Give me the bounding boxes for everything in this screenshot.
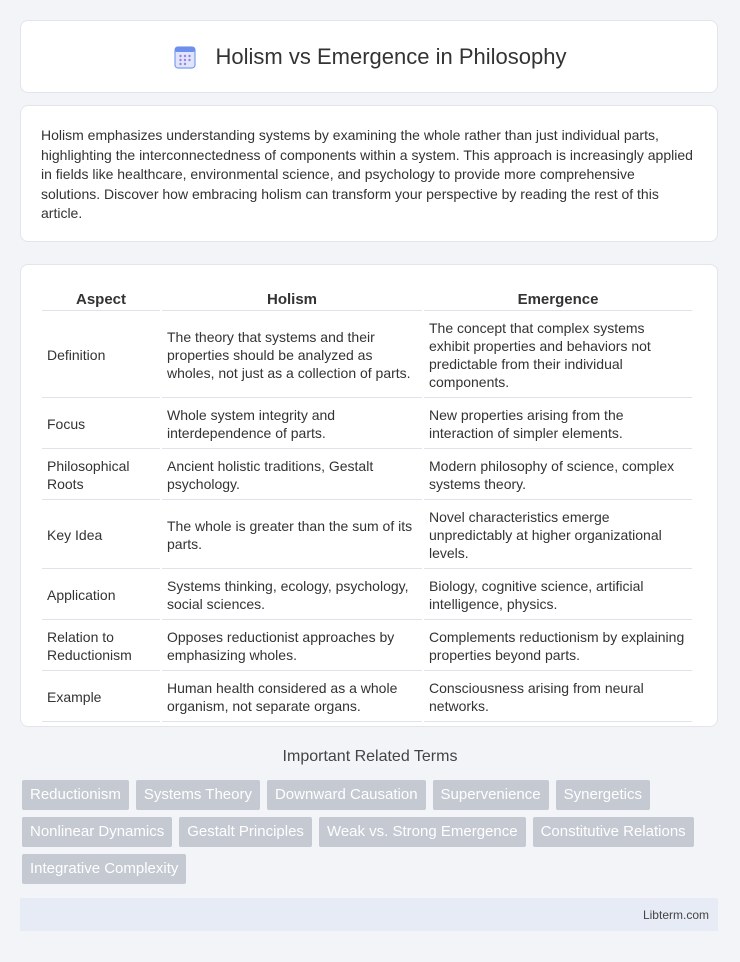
related-term-tag[interactable]: Systems Theory [136,780,260,810]
cell-emergence: New properties arising from the interaction of simpler elements. [424,400,692,449]
table-row [42,622,692,671]
related-term-tag[interactable]: Constitutive Relations [533,817,694,847]
table-header-row [42,287,692,311]
page-title: Holism vs Emergence in Philosophy [215,43,567,69]
table-row [42,571,692,620]
cell-holism: The whole is greater than the sum of its parts. [162,502,422,569]
cell-holism: Whole system integrity and interdependence of parts. [162,400,422,449]
cell-emergence: Modern philosophy of science, complex systems theory. [424,451,692,500]
cell-aspect: Focus [42,400,160,449]
cell-aspect: Application [42,571,160,620]
cell-aspect: Definition [42,313,160,398]
table-row [42,313,692,398]
related-term-tag[interactable]: Integrative Complexity [22,854,186,884]
related-terms-heading: Important Related Terms [282,748,458,765]
table-row [42,451,692,500]
related-term-tag[interactable]: Downward Causation [267,780,426,810]
cell-holism: Opposes reductionist approaches by emphasizing wholes. [162,622,422,671]
related-terms-list [22,780,722,884]
cell-emergence: Consciousness arising from neural networks. [424,673,692,722]
cell-emergence: Novel characteristics emerge unpredictably at higher organizational levels. [424,502,692,569]
cell-emergence: Biology, cognitive science, artificial intelligence, physics. [424,571,692,620]
related-term-tag[interactable]: Nonlinear Dynamics [22,817,172,847]
cell-emergence: The concept that complex systems exhibit properties and behaviors not predictable from their individual components. [424,313,692,398]
related-term-tag[interactable]: Supervenience [433,780,549,810]
table-row [42,502,692,569]
column-header-holism: Holism [162,287,422,311]
cell-aspect: Key Idea [42,502,160,569]
cell-holism: Ancient holistic traditions, Gestalt psychology. [162,451,422,500]
related-term-tag[interactable]: Synergetics [556,780,650,810]
related-term-tag[interactable]: Reductionism [22,780,129,810]
related-term-tag[interactable]: Gestalt Principles [179,817,312,847]
header-card [20,20,718,93]
related-term-tag[interactable]: Weak vs. Strong Emergence [319,817,526,847]
cell-aspect: Relation to Reductionism [42,622,160,671]
cell-holism: Human health considered as a whole organism, not separate organs. [162,673,422,722]
footer [20,898,718,931]
comparison-table [40,285,694,724]
footer-site-link[interactable]: Libterm.com [642,907,709,922]
cell-aspect: Philosophical Roots [42,451,160,500]
cell-emergence: Complements reductionism by explaining properties beyond parts. [424,622,692,671]
document-calendar-icon [172,44,198,70]
intro-card [20,105,718,242]
column-header-aspect: Aspect [42,287,160,311]
comparison-table-card [20,264,718,727]
table-row [42,400,692,449]
intro-paragraph: Holism emphasizes understanding systems by examining the whole rather than just individual parts, highlighting the interconnectedness of components within a system. This approach is increasingly applied in fields like healthcare, environmental science, and psychology to provide more comprehensive solutions. Discover how embracing holism can transform your perspective by reading the rest of this article. [41,127,693,222]
cell-holism: The theory that systems and their properties should be analyzed as wholes, not just as a collection of parts. [162,313,422,398]
cell-aspect: Example [42,673,160,722]
cell-holism: Systems thinking, ecology, psychology, social sciences. [162,571,422,620]
column-header-emergence: Emergence [424,287,692,311]
table-row [42,673,692,722]
